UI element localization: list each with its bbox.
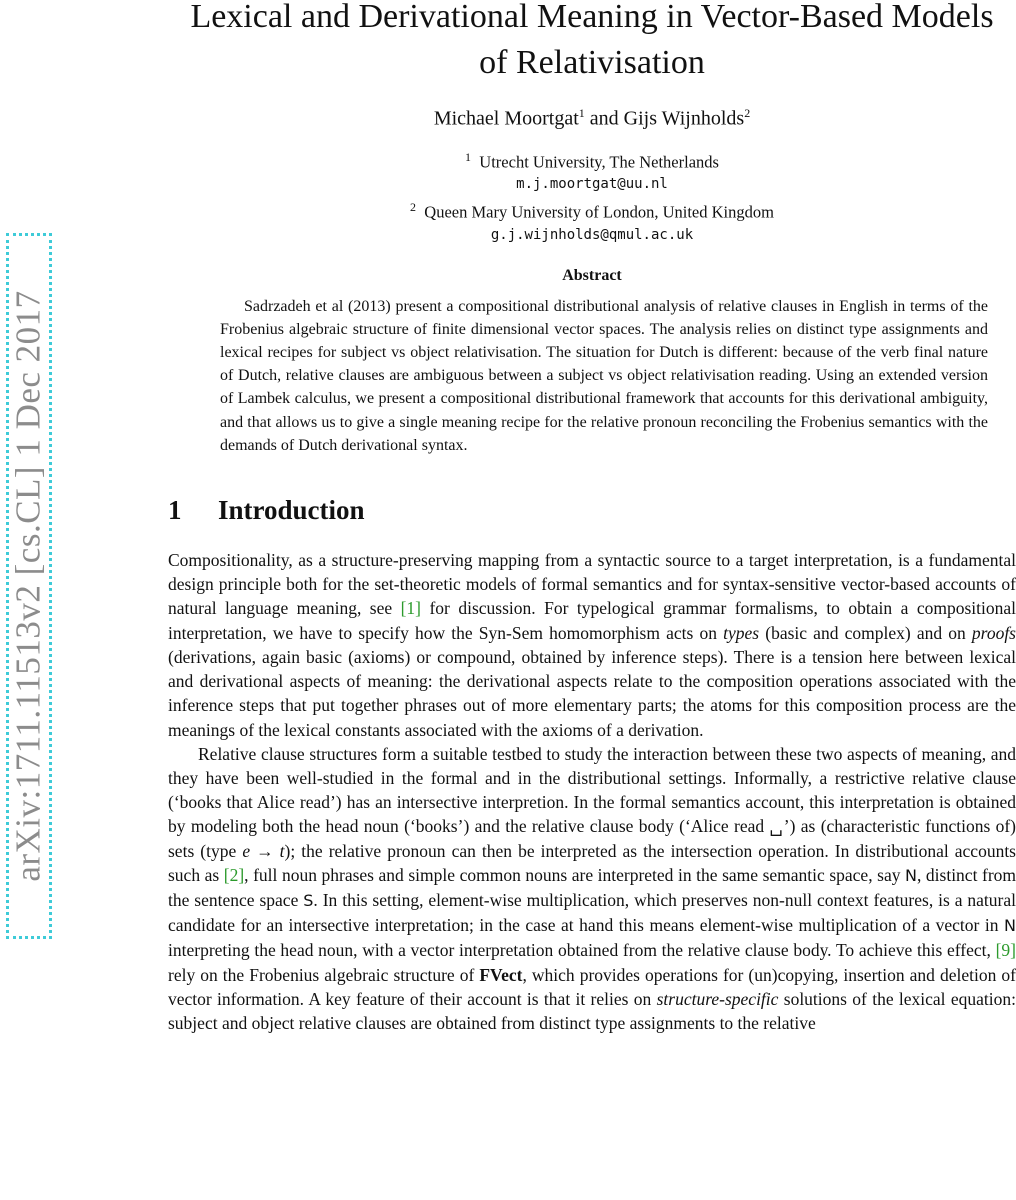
p2-text-6: interpreting the head noun, with a vector interpretation obtained from the relative clause body. To achieve this effect, xyxy=(168,940,996,961)
affiliation-1-name: Utrecht University, The Netherlands xyxy=(479,152,719,172)
author-1: Michael Moortgat xyxy=(433,107,579,130)
abstract-text: Sadrzadeh et al (2013) present a compositional distributional analysis of relative clauses in English in terms of the Frobenius algebraic structure of finite dimensional vector spaces. The analysis relies on distinct type assignments and lexical recipes for subject vs object relativisation. The situation for Dutch is different: because of the verb final nature of Dutch, relative clauses are ambiguous between a subject vs object relativisation reading. Using an extended version of Lambek calculus, we present a compositional distributional framework that accounts for this derivational ambiguity, and that allows us to give a single meaning recipe for the relative pronoun reconciling the Frobenius semantics with the demands of Dutch derivational syntax. xyxy=(220,297,988,454)
affiliations xyxy=(168,146,1016,247)
title-line-2: of Relativisation xyxy=(479,44,705,81)
title-line-1: Lexical and Derivational Meaning in Vector-Based Models xyxy=(190,0,994,35)
paper-page xyxy=(168,0,1016,1035)
affiliation-2 xyxy=(168,196,1016,224)
p2-space-s: S xyxy=(303,890,314,910)
citation-9-link[interactable]: [9] xyxy=(995,940,1016,961)
paragraph-2 xyxy=(168,742,1016,1035)
arxiv-stamp xyxy=(6,233,52,939)
p2-text-4: , distinct from the sentence space xyxy=(168,864,1016,910)
p2-text-3: , full noun phrases and simple common nouns are interpreted in the same semantic space, say xyxy=(244,864,906,885)
p2-space-n-2: N xyxy=(1004,916,1016,936)
p1-text-4: (derivations, again basic (axioms) or compound, obtained by inference steps). There is a tension here between lexical and derivational aspects of meaning: the derivational aspects relate to the composition operations associated with the inference steps that put together phrases out of more elementary parts; the atoms for this composition process are the meanings of the lexical constants associated with the axioms of a derivation. xyxy=(168,646,1016,740)
p2-space-n-1: N xyxy=(905,865,917,885)
abstract-title: Abstract xyxy=(562,266,622,284)
arxiv-id: arXiv:1711.11513v2 [cs.CL] 1 Dec 2017 xyxy=(9,290,49,882)
p2-type-expression: e → t xyxy=(242,840,285,861)
authors-and: and xyxy=(584,107,624,130)
section-title: Introduction xyxy=(218,495,365,526)
p2-text-2: ); the relative pronoun can then be interpreted as the intersection operation. In distributional accounts such as xyxy=(168,840,1016,885)
author-2: Gijs Wijnholds xyxy=(623,107,745,130)
citation-2-link[interactable]: [2] xyxy=(223,864,245,885)
affiliation-2-name: Queen Mary University of London, United Kingdom xyxy=(424,202,774,222)
p2-text-5: . In this setting, element-wise multiplication, which preserves non-null context features, is a natural candidate for an intersective interpretation; in the case at hand this means element-wise multiplication of a vector in xyxy=(168,889,1016,936)
paragraph-1 xyxy=(168,548,1016,742)
p2-text-9: solutions of the lexical equation: subject and object relative clauses are obtained from distinct type assignments to the relative xyxy=(168,988,1016,1033)
p1-emph-types: types xyxy=(723,622,760,643)
affiliation-1 xyxy=(168,146,1016,174)
p2-text-1: Relative clause structures form a suitable testbed to study the interaction between these two aspects of meaning, and they have been well-studied in the formal and in the distributional settings. Informally, a restrictive relative clause (‘books that Alice read’) has an intersective interpretion. In the formal semantics account, this interpretation is obtained by modeling both the head noun (‘books’) and the relative clause body (‘Alice read ␣’) as (characteristic functions of) sets (type xyxy=(168,743,1016,861)
paper-title xyxy=(168,0,1016,86)
email-2: g.j.wijnholds@qmul.ac.uk xyxy=(490,226,694,243)
p1-emph-proofs: proofs xyxy=(971,622,1016,643)
author-2-sup: 2 xyxy=(744,106,751,120)
email-1: m.j.moortgat@uu.nl xyxy=(516,176,668,193)
citation-1-link[interactable]: [1] xyxy=(400,598,422,619)
p1-text-2: for discussion. For typelogical grammar formalisms, to obtain a compositional interpretation, we have to specify how the Syn-Sem homomorphism acts on xyxy=(168,598,1016,643)
section-heading xyxy=(168,495,1016,526)
p1-text-3: (basic and complex) and on xyxy=(759,622,972,643)
affiliation-1-num: 1 xyxy=(465,149,472,164)
p2-text-7: rely on the Frobenius algebraic structure of xyxy=(168,964,480,985)
p1-text-1: Compositionality, as a structure-preserving mapping from a syntactic source to a target interpretation, is a fundamental design principle both for the set-theoretic models of formal semantics and for syntax-sensitive vector-based accounts of natural language meaning, see xyxy=(168,550,1016,619)
author-1-sup: 1 xyxy=(578,106,585,120)
section-number: 1 xyxy=(168,495,182,526)
authors xyxy=(168,100,1016,132)
p2-fvect: FVect xyxy=(479,964,523,985)
p2-text-8: , which provides operations for (un)copying, insertion and deletion of vector information. A key feature of their account is that it relies on xyxy=(168,964,1016,1009)
p2-emph-structure-specific: structure-specific xyxy=(656,988,779,1009)
affiliation-2-num: 2 xyxy=(410,200,417,215)
